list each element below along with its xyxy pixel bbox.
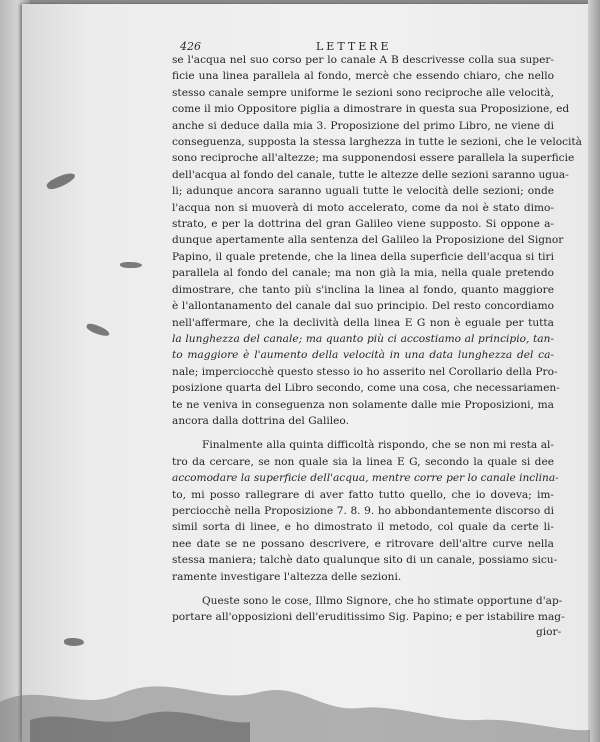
text-line: perciocchè nella Proposizione 7. 8. 9. ho abbondantemente discorso di: [172, 504, 554, 517]
text-line: conseguenza, supposta la stessa larghezza in tutte le sezioni, che le velocità: [172, 136, 582, 149]
text-line: li; adunque ancora saranno uguali tutte le velocità delle sezioni; onde: [172, 185, 554, 198]
text-line: strato, e per la dottrina del gran Galileo viene supposto. Si oppone a-: [172, 218, 554, 231]
text-line: dunque apertamente alla sentenza del Galileo la Proposizione del Signor: [172, 234, 564, 247]
paragraph: [172, 593, 565, 626]
text-line: stesso canale sempre uniforme le sezioni sono reciproche alle velocità,: [172, 86, 554, 99]
text-line: dimostrare, che tanto più s'inclina la linea al fondo, quanto maggiore: [172, 283, 554, 296]
text-line: ancora dalla dottrina del Galileo.: [172, 414, 349, 427]
catchword: gior-: [536, 626, 562, 638]
water-damage: [0, 642, 590, 742]
text-line: simil sorta di linee, e ho dimostrato il metodo, col quale da certe li-: [172, 521, 554, 534]
text-line: parallela al fondo del canale; ma non già la mia, nella quale pretendo: [172, 267, 554, 280]
text-line: nale; imperciocchè questo stesso io ho asserito nel Corollario della Pro-: [172, 365, 558, 378]
margin-stain: [120, 262, 142, 268]
paragraph-gap: [172, 429, 554, 437]
text-line: Queste sono le cose, Illmo Signore, che ho stimate opportune d'ap-: [202, 595, 563, 607]
text-line: ficie una linea parallela al fondo, mercè che essendo chiaro, che nello: [172, 70, 554, 83]
text-line: posizione quarta del Libro secondo, come una cosa, che necessariamen-: [172, 382, 560, 395]
body-text: [172, 52, 582, 626]
text-line: è l'allontanamento del canale dal suo principio. Del resto concordiamo: [172, 300, 554, 313]
page-number: 426: [180, 40, 201, 53]
text-line: anche si deduce dalla mia 3. Proposizione del primo Libro, ne viene di: [172, 119, 554, 132]
text-line: stessa maniera; talchè dato qualunque sito di un canale, possiamo sicu-: [172, 554, 558, 567]
text-line: te ne veniva in conseguenza non solamente dalle mie Proposizioni, ma: [172, 398, 554, 411]
text-line: to, mi posso rallegrare di aver fatto tutto quello, che io doveva; im-: [172, 488, 554, 501]
paragraph: [172, 52, 582, 429]
text-line: nell'affermare, che la declività della linea E G non è eguale per tutta: [172, 316, 554, 329]
text-line-italic: la lunghezza del canale; ma quanto più ci accostiamo al principio, tan-: [172, 332, 554, 345]
paragraph: [172, 437, 559, 585]
text-line-italic: accomodare la superficie dell'acqua, mentre corre per lo canale inclina-: [172, 472, 559, 485]
text-line: tro da cercare, se non quale sia la linea E G, secondo la quale si dee: [172, 455, 554, 468]
text-line: l'acqua non si muoverà di moto accelerato, come da noi è stato dimo-: [172, 201, 554, 214]
page-right-edge: [588, 0, 600, 742]
text-line: sono reciproche all'altezze; ma supponendosi essere parallela la superficie: [172, 152, 575, 165]
text-line: ramente investigare l'altezza delle sezioni.: [172, 570, 402, 583]
text-line: Papino, il quale pretende, che la linea della superficie dell'acqua si tiri: [172, 250, 554, 263]
paragraph-gap: [172, 585, 554, 593]
text-line: se l'acqua nel suo corso per lo canale A B descrivesse colla sua super-: [172, 54, 554, 66]
text-line: dell'acqua al fondo del canale, tutte le altezze delle sezioni saranno ugua-: [172, 168, 569, 181]
running-head: LETTERE: [316, 40, 392, 53]
text-line-italic: to maggiore è l'aumento della velocità in una data lunghezza del ca-: [172, 349, 554, 362]
text-line: portare all'opposizioni dell'eruditissimo Sig. Papino; e per istabilire mag-: [172, 611, 565, 624]
text-line: nee date se ne possano descrivere, e ritrovare dell'altre curve nella: [172, 537, 554, 550]
text-line: Finalmente alla quinta difficoltà rispondo, che se non mi resta al-: [202, 439, 554, 452]
text-line: come il mio Oppositore piglia a dimostrare in questa sua Proposizione, ed: [172, 103, 570, 116]
